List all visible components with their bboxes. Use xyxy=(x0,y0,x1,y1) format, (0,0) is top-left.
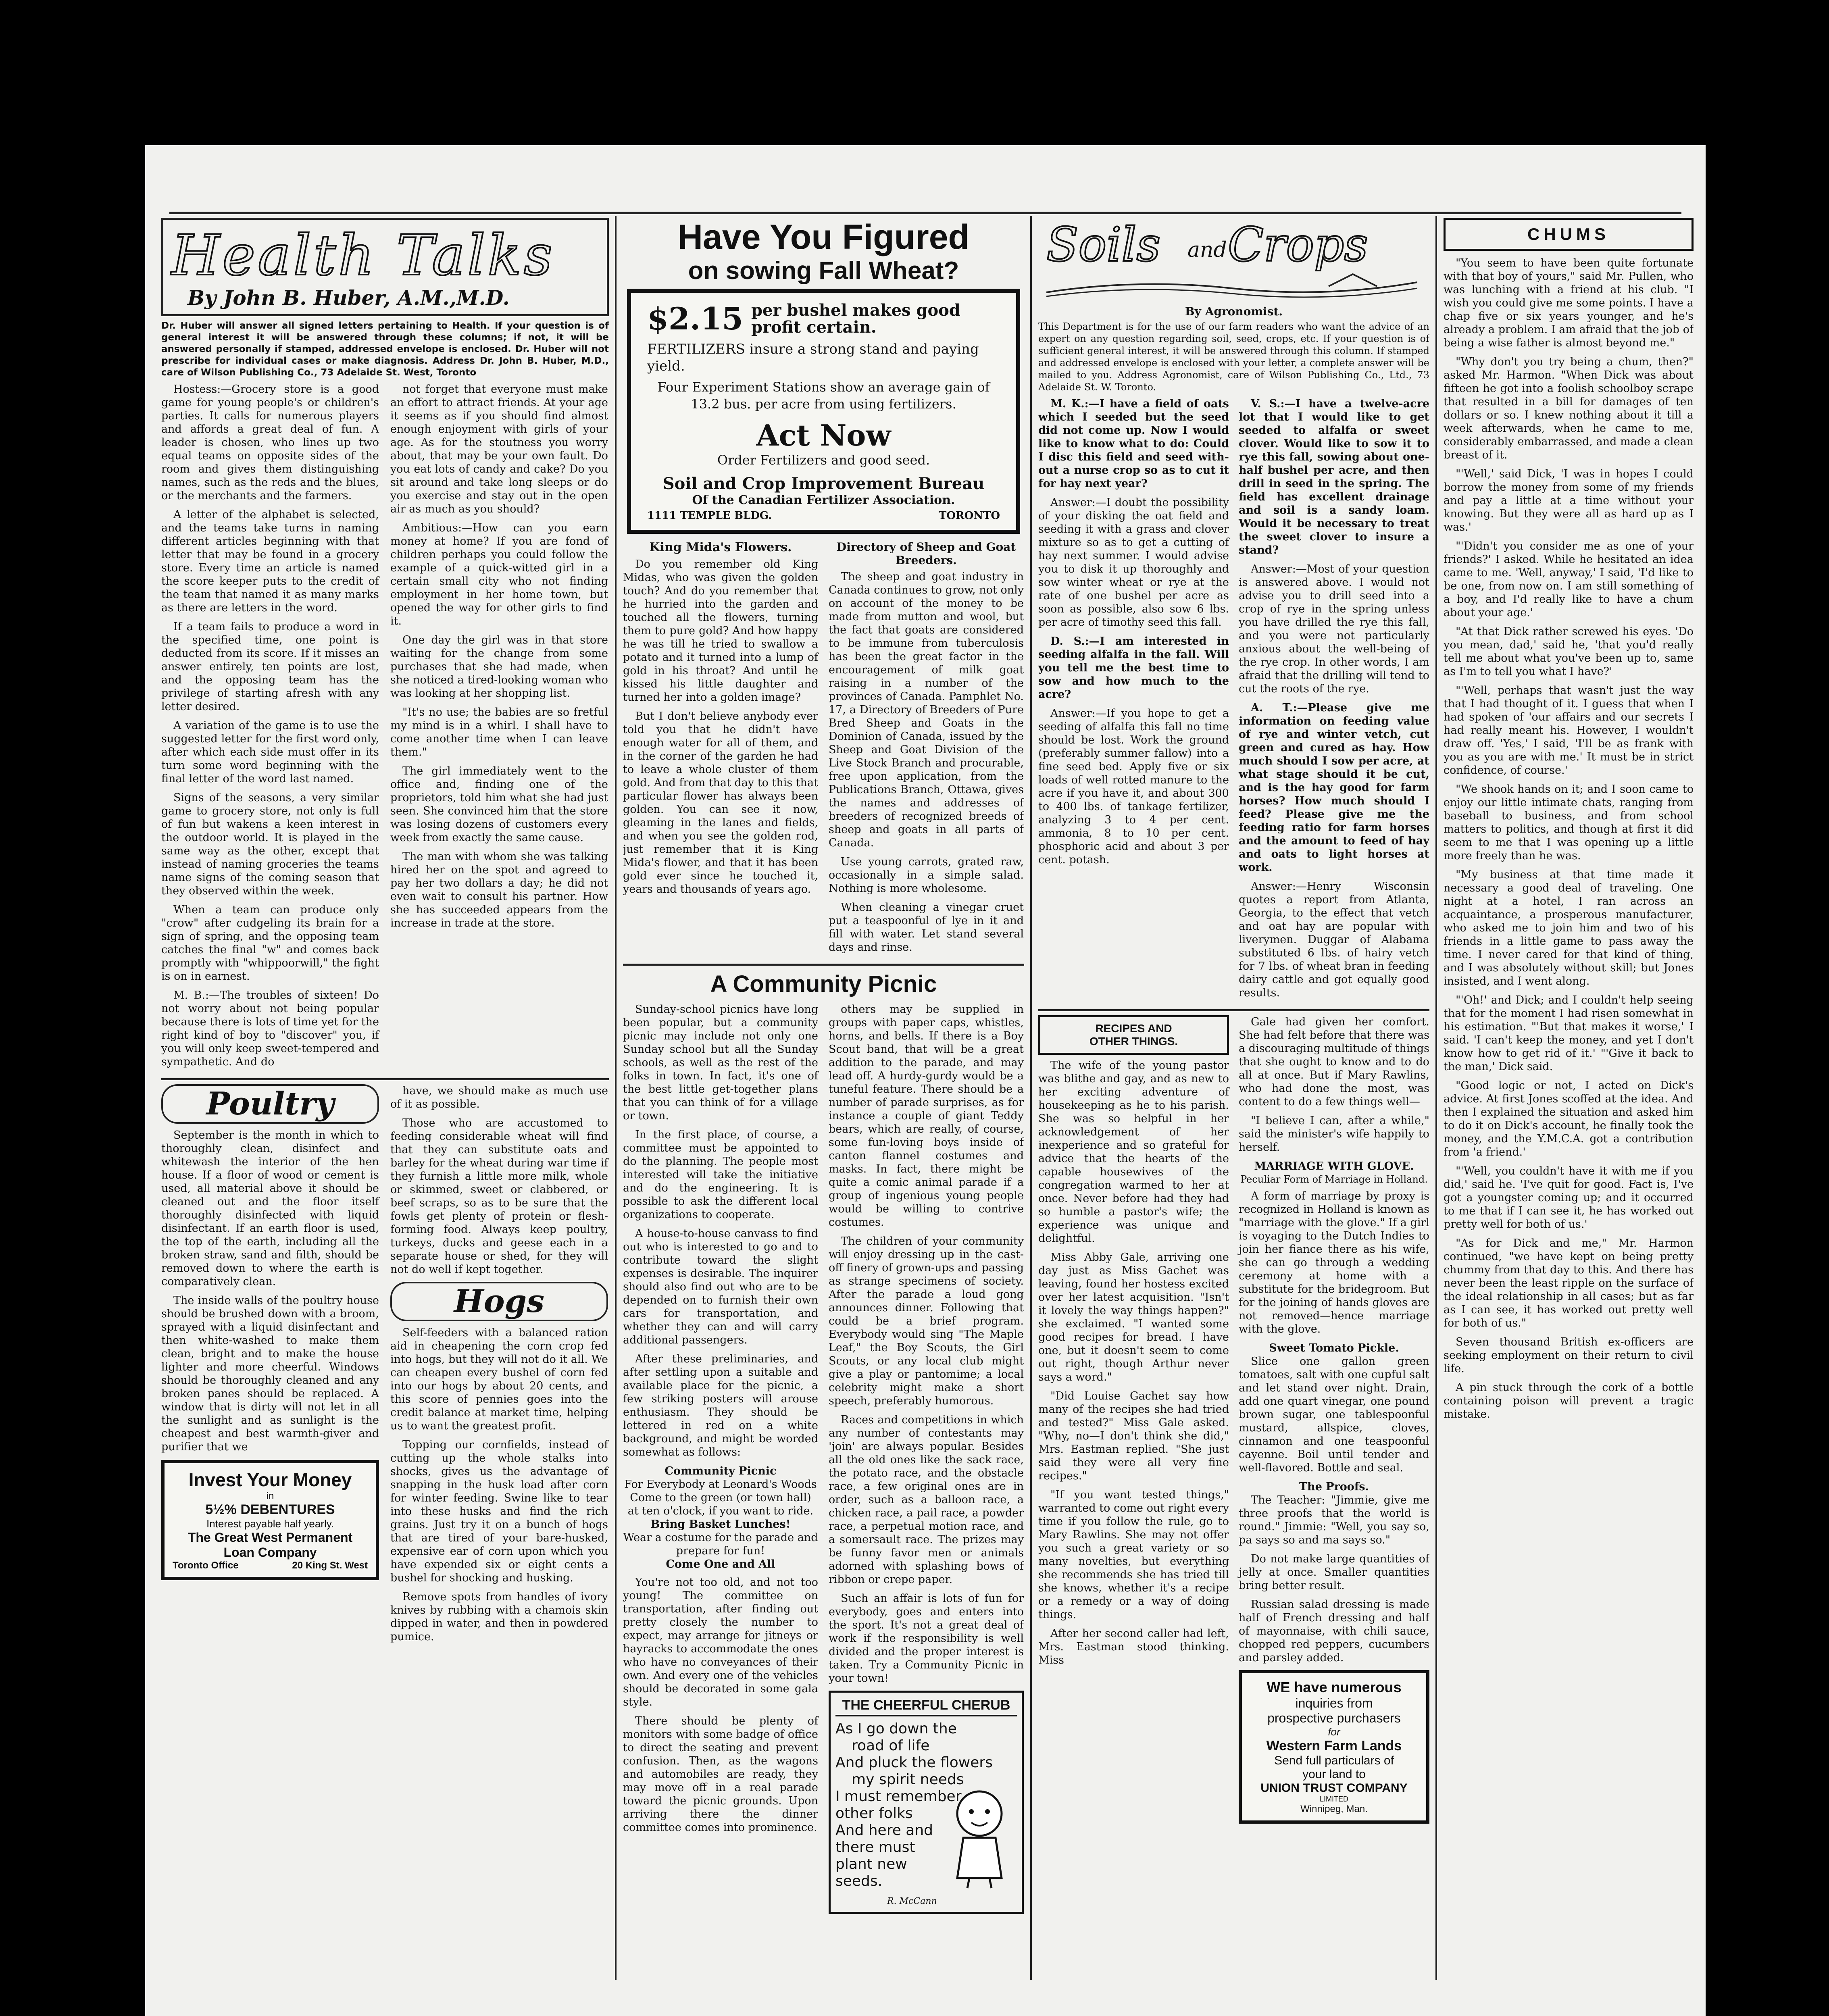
recipes-para: Miss Abby Gale, arriving one day just as Miss Gachet was leaving, found her hostess excited over her latest acquisition. "Isn't it lovely the way things happen?" she exclaimed. "I wanted some good recipes for bread. I have one, but it doesn't seem to come out right, though Arthur never says a word." xyxy=(1038,1251,1229,1383)
poultry-body xyxy=(161,1129,379,1454)
sheep-col xyxy=(829,540,1024,960)
chums-para: Seven thousand British ex-officers are seeking employment on their return to civil life. xyxy=(1444,1336,1694,1375)
wheat-ad-title: Have You Figured xyxy=(677,218,970,256)
newspaper-page xyxy=(145,145,1706,2016)
invest-ad-line: Loan Company xyxy=(223,1545,317,1560)
recipes-body xyxy=(1038,1059,1229,1667)
cheerful-cherub xyxy=(829,1691,1024,1914)
health-byline: By John B. Huber, A.M.,M.D. xyxy=(187,286,510,310)
farm-ad-line: for xyxy=(1328,1726,1340,1738)
recipes-para: "If you want tested things," warranted to come out right every time if you follow the rule, go to Mary Rawlins. She may not offer you such a great variety or so many novelties, but everything she recommends she has tried till she knows, whether it's a recipe or a remedy or a way of doing things. xyxy=(1038,1489,1229,1621)
health-para: Ambitious:—How can you earn money at home? If you are fond of children perhaps you could follow the example of a quick-witted girl in a certain small city who not finding employment in her home town, but opened the way for other girls to find it. xyxy=(390,522,608,627)
section-rule xyxy=(623,964,1024,966)
picnic-para: You're not too old, and not too young! The committee on transportation, after finding out pretty closely the number to expect, may arrange for jitneys or hayracks to accommodate the ones who have no conveyances of their own. And every one of the vehicles should be decorated in some gala style. xyxy=(623,1576,818,1708)
health-para: The man with whom she was talking hired her on the spot and agreed to pay her two dollars a day; he did not even wait to consult his partner. How she has succeeded appears from the increase in trade at the store. xyxy=(390,850,608,929)
picnic-para: others may be supplied in groups with paper caps, whistles, horns, and bells. If there is a Boy Scout band, that will be a great addition to the parade, and may lead off. A hurdy-gurdy would be a tuneful feature. There should be a number of parade surprises, as for instance a couple of giant Teddy bears, which are really, of course, some fun-loving boys inside of canton flannel costumes and masks. In fact, there might be quite a comic animal parade if a group of ingenious young people would be willing to contrive costumes. xyxy=(829,1003,1024,1229)
cherub-line: As I go down the xyxy=(835,1720,957,1737)
cherub-line: I must remember xyxy=(835,1788,962,1805)
hogs-body xyxy=(390,1326,608,1643)
chums-para: "Good logic or not, I acted on Dick's advice. At first Jones scoffed at the idea. And then I explained the situation and asked him to do it on Dick's account, he finally took the money, and the Y.M.C.A. got a contribution from 'a friend.' xyxy=(1444,1079,1694,1158)
health-col-b xyxy=(390,383,608,1074)
chums-para: "'Didn't you consider me as one of your friends?' I asked. While he hesitated an idea came to me. 'Well, anyway,' I said, 'I'd like to be one, from now on. I am still something of a boy, and I'd really like to have a chum about your age.' xyxy=(1444,540,1694,619)
recipes-title: OTHER THINGS. xyxy=(1089,1035,1178,1048)
picnic-para: The children of your community will enjoy dressing up in the cast-off finery of grown-ups and passing as strange specimens of society. After the parade a loud gong announces dinner. Following that could be a brief program. Everybody would sing "The Maple Leaf," the Boy Scouts, the Girl Scouts, or any local club might give a play or pantomime; a local celebrity might make a short speech, preferably humorous. xyxy=(829,1235,1024,1407)
poultry-para: The inside walls of the poultry house should be brushed down with a broom, sprayed with a liquid disinfectant and then white-washed to make them clean, bright and to make the house lighter and more cheerful. Windows should be thoroughly cleaned and any broken panes should be replaced. A window that is dirty will not let in all the sunlight and as sunlight is the cheapest and best warmth-giver and purifier that we xyxy=(161,1294,379,1453)
jelly-tip: Do not make large quantities of jelly at once. Smaller quantities bring better result. xyxy=(1239,1553,1429,1592)
cherub-line: road of life xyxy=(852,1737,930,1754)
wheat-ad-experiment: Four Experiment Stations show an average gain of 13.2 bus. per acre from using fertilizers. xyxy=(657,379,990,412)
wheat-ad-fertilizers: FERTILIZERS insure a strong stand and paying yield. xyxy=(647,341,979,374)
farm-ad-line: LIMITED xyxy=(1319,1795,1348,1803)
soils-question: A. T.:—Please give me information on feeding value of rye and winter vetch, cut green and cured as hay. How much should I sow per acre, at what stage should it be cut, and is the hay good for farm horses? How much should I feed? Please give me the feeding ratio for farm horses and the amount to feed of hay and oats to light horses at work. xyxy=(1239,702,1429,874)
picnic-col-a xyxy=(623,1003,818,1914)
plowed-field-illustration xyxy=(1046,270,1417,298)
sheep-body xyxy=(829,570,1024,954)
health-title: Health Talks xyxy=(171,223,555,288)
picnic-para: In the first place, of course, a committee must be appointed to do the planning. The people most interested will take the initiative and do the engineering. It is possible to ask the different local organizations to cooperate. xyxy=(623,1129,818,1221)
column-rule xyxy=(1030,216,1032,1980)
recipes-col-b xyxy=(1239,1015,1429,1824)
wheat-ad-addr-left: 1111 TEMPLE BLDG. xyxy=(647,510,772,522)
invest-ad[interactable] xyxy=(161,1460,379,1580)
poultry-title: Poultry xyxy=(161,1084,379,1124)
health-notice: Dr. Huber will answer all signed letters pertaining to Health. If your question is of general interest it will be answered through these columns; if not, it will be answered personally if stamped, addressed envelope is enclosed. Dr. Huber will not prescribe for individual cases or make diagnosis. Address Dr. John B. Huber, M.D., care of Wilson Publishing Co., 73 Adelaide St. West, Toronto xyxy=(161,321,609,378)
recipes-para: "Did Louise Gachet say how many of the recipes she had tried and tested?" Miss Gale asked. "Why, no—I don't think she did," Mrs. Eastman replied. "She just said they were all very fine recipes." xyxy=(1038,1390,1229,1482)
health-para: One day the girl was in that store waiting for the change from some purchases that she had made, when she noticed a tired-looking woman who was looking at her shopping list. xyxy=(390,634,608,700)
cherub-line: there must xyxy=(835,1839,915,1856)
marriage-title: MARRIAGE WITH GLOVE. xyxy=(1254,1160,1414,1173)
invest-ad-address: 20 King St. West xyxy=(292,1560,368,1571)
invest-ad-line: Interest payable half yearly. xyxy=(206,1518,334,1530)
health-column xyxy=(161,218,609,1984)
invest-ad-footer xyxy=(173,1560,368,1571)
russian-tip: Russian salad dressing is made half of French dressing and half of mayonnaise, with chili sauce, chopped red peppers, cucumbers and parsley added. xyxy=(1239,1598,1429,1664)
picnic-para: A house-to-house canvass to find out who is interested to go and to contribute toward the slight expenses is desirable. The inquirer should also find out who are to be depended on to furnish their own cars for transportation, and whether they can and will carry additional passengers. xyxy=(623,1227,818,1346)
picnic-poster-line: Come to the green (or town hall) at ten o'clock, if you want to ride. xyxy=(627,1491,814,1517)
cherub-line: other folks xyxy=(835,1805,913,1822)
picnic-col-b xyxy=(829,1003,1024,1914)
soils-question: D. S.:—I am interested in seeding alfalfa in the fall. Will you tell me the best time to sow and how much to the acre? xyxy=(1038,635,1229,701)
proofs-title: The Proofs. xyxy=(1299,1481,1369,1493)
wheat-ad-addr-right: TORONTO xyxy=(938,510,1000,522)
sheep-tip: Use young carrots, grated raw, occasionally in a simple salad. Nothing is more wholesome. xyxy=(829,856,1024,895)
middle-column xyxy=(623,218,1024,1984)
invest-ad-line: in xyxy=(266,1491,274,1502)
sheep-tip: When cleaning a vinegar cruet put a teaspoonful of lye in it and fill with water. Let stand several days and rinse. xyxy=(829,901,1024,954)
soils-title-word: and xyxy=(1187,238,1227,262)
column-rule xyxy=(1435,216,1437,1980)
farm-ad-line: WE have numerous xyxy=(1267,1679,1402,1695)
recipes-title: RECIPES AND xyxy=(1095,1022,1172,1035)
soils-answer: Answer:—I doubt the possibility of your disking the oat field and seeding it with a grass and clover mixture so as to get a cutting of hay next summer. I would advise you to disk it up thoroughly and sow winter wheat or rye at the rate of one bushel per acre as soon as possible, also sow 6 lbs. per acre of timothy seed this fall. xyxy=(1038,496,1229,629)
wheat-ad-bureau: Soil and Crop Improvement Bureau xyxy=(662,474,985,493)
picnic-poster-title: Community Picnic xyxy=(665,1465,777,1477)
farm-ad-line: prospective purchasers xyxy=(1267,1711,1401,1725)
invest-ad-title: Invest Your Money xyxy=(188,1469,352,1490)
picnic-poster-line: Wear a costume for the parade and prepare for fun! xyxy=(623,1531,818,1557)
poultry-para: Those who are accustomed to feeding considerable wheat will find that they can substitute oats and barley for the wheat during war time if they furnish a little more milk, whole or skimmed, sweet or clabbered, or beef scraps, so as to be sure that the fowls get plenty of protein or flesh-forming food. Always keep poultry, turkeys, ducks and geese each in a separate house or shed, for they will not do well if kept together. xyxy=(390,1117,608,1276)
midas-title: King Mida's Flowers. xyxy=(649,540,792,554)
soils-byline: By Agronomist. xyxy=(1185,305,1283,318)
recipes-col-a xyxy=(1038,1015,1229,1824)
chums-para: "At that Dick rather screwed his eyes. 'Do you mean, dad,' said he, 'that you'd really tell me about what you've been up to, same as I'm to tell you what I have?' xyxy=(1444,625,1694,678)
health-para: Hostess:—Grocery store is a good game for young people's or children's parties. It calls for numerous players and affords a great deal of fun. A leader is chosen, who lines up two equal teams on opposite sides of the room and gives them distinguishing names, such as the reds and the blues, or the merchants and the farmers. xyxy=(161,383,379,502)
picnic-body xyxy=(623,1003,1024,1914)
health-header xyxy=(161,218,609,316)
picnic-poster-line: Bring Basket Lunches! xyxy=(650,1518,791,1531)
soils-answer: Answer:—If you hope to get a seeding of alfalfa this fall no time should be lost. Work the ground (preferably summer fallow) into a fine seed bed. Apply five or six loads of well rotted manure to the acre if you have it, and about 300 to 400 lbs. of tankage fertilizer, analyzing 3 to 4 per cent. ammonia, 8 to 10 per cent. phosphoric acid and about 3 per cent. potash. xyxy=(1038,707,1229,866)
marriage-para: A form of marriage by proxy is recognized in Holland is known as "marriage with the glove." If a girl is voyaging to the Dutch Indies to join her fiance there as his wife, she can go through a wedding ceremony at home with a substitute for the bridegroom. But for the joining of hands gloves are not removed—hence marriage with the glove. xyxy=(1239,1190,1429,1335)
farm-ad-line: Send full particulars of xyxy=(1274,1754,1394,1767)
chums-title: CHUMS xyxy=(1444,218,1694,251)
hogs-para: Topping our cornfields, instead of cutting up the whole stalks into shocks, gives us the advantage of snapping in the husk load after corn for winter feeding. Swine like to tear into these husks and find the rich grains. Just try it on a bunch of hogs that are tired of your bare-husked, expensive ear of corn upon which you have expended six or eight cents a bushel for shocking and husking. xyxy=(390,1439,608,1584)
picnic-para: Such an affair is lots of fun for everybody, goes and enters into the sport. It's not a great deal of work if the responsibility is well divided and the proper interest is taken. Try a Community Picnic in your town! xyxy=(829,1592,1024,1685)
chums-para: "'Oh!' and Dick; and I couldn't help seeing that for the moment I had risen somewhat in his estimation. "'But that makes it worse,' I said. 'I can't keep the money, and yet I don't know how to get rid of it.' "'Give it back to the man,' Dick said. xyxy=(1444,994,1694,1073)
section-rule xyxy=(1038,1009,1429,1011)
cherub-signature: R. McCann xyxy=(887,1896,937,1906)
farm-ad-line: UNION TRUST COMPANY xyxy=(1260,1781,1408,1795)
farm-ad-line: Western Farm Lands xyxy=(1266,1738,1402,1754)
sheep-para: The sheep and goat industry in Canada continues to grow, not only on account of the money to be made from mutton and wool, but the fact that goats are considered to be immune from tuberculosis has been the great factor in the encouragement of milk goat raising in a number of the provinces of Canada. Pamphlet No. 17, a Directory of Breeders of Pure Bred Sheep and Goats in the Dominion of Canada, issued by the Sheep and Goat Division of the Live Stock Branch and procurable, free upon application, from the Publications Branch, Ottawa, gives the names and addresses of breeders of recognized breeds of sheep and goats in all parts of Canada. xyxy=(829,571,1024,849)
hogs-title: Hogs xyxy=(390,1282,608,1321)
chums-para: "You seem to have been quite fortunate with that boy of yours," said Mr. Pullen, who was lunching with a friend at his club. "I wish you could give me some points. I have a chap five or six years younger, and he's already a problem. I am afraid that the job of being a wise father is almost beyond me." xyxy=(1444,257,1694,349)
chums-para: "'Well, perhaps that wasn't just the way that I had thought of it. I guess that when I had spoken of 'our affairs and our secrets I had really meant his. However, I wouldn't draw off. 'Yes,' I said, 'I'll be as frank with you as you are with me.' It must be in strict confidence, of course.' xyxy=(1444,684,1694,777)
farm-ad-line: Winnipeg, Man. xyxy=(1300,1804,1368,1814)
midas-sheep xyxy=(623,540,1024,960)
midas-col xyxy=(623,540,818,960)
chums-para: "Why don't you try being a chum, then?" asked Mr. Harmon. "When Dick was about fifteen he got into a foolish schoolboy scrape that resulted in a bill for damages of ten dollars or so. I knew nothing about it till a week afterwards, when he came to me, considerably embarrassed, and made a clean breast of it. xyxy=(1444,356,1694,461)
chums-column xyxy=(1444,218,1694,1984)
health-body xyxy=(161,383,609,1074)
soils-question: V. S.:—I have a twelve-acre lot that I would like to get seeded to alfalfa or sweet clover. Would like to sow it to rye this fall, sowing about one-half bushel per acre, and then drill in seed in the spring. The field has excellent drainage and soil is a sandy loam. Would it be necessary to treat the sweet clover to insure a stand? xyxy=(1239,398,1429,556)
picnic-poster-line: For Everybody at Leonard's Woods xyxy=(624,1478,817,1491)
soils-notice: This Department is for the use of our farm readers who want the advice of an expert on any question regarding soil, seed, crops, etc. If your question is of sufficient general interest, it will be answered through this column. If stamped and addressed envelope is enclosed with your letter, a complete answer will be mailed to you. Address Agronomist, care of Wilson Publishing Co., Ltd., 73 Adelaide St. W. Toronto. xyxy=(1038,321,1429,393)
chums-para: "'Well, you couldn't have it with me if you did,' said he. 'I've quit for good. Fact is, I've got a youngster coming up; and it occurred to me that if I can see it, he has worked out pretty well for both of us.' xyxy=(1444,1165,1694,1231)
cherub-line: And pluck the flowers xyxy=(835,1754,993,1771)
hogs-para: Remove spots from handles of ivory knives by rubbing with a chamois skin dipped in water, and then in powdered pumice. xyxy=(390,1591,608,1643)
health-para: The girl immediately went to the office and, finding one of the proprietors, told him what she had just seen. She convinced him that the store was losing dozens of customers every week from exactly the same cause. xyxy=(390,765,608,844)
wheat-ad-order: Order Fertilizers and good seed. xyxy=(717,452,930,468)
wheat-ad-address xyxy=(647,510,1000,522)
cherub-line: And here and xyxy=(835,1822,933,1839)
chums-body xyxy=(1444,256,1694,1421)
proofs-para: The Teacher: "Jimmie, give me three proofs that the world is round." Jimmie: "Well, you say so, pa says so and ma says so." xyxy=(1239,1494,1429,1546)
poultry-body-cont xyxy=(390,1084,608,1276)
column-rule xyxy=(615,216,617,1980)
midas-para: But I don't believe anybody ever told you that he didn't have enough water for all of them, and in the corner of the garden he had to leave a whole cluster of them gold. And from that day to this that particular flower has always been golden. You can see it now, gleaming in the lanes and fields, and when you see the golden rod, just remember that it is King Mida's flower, and that it has been gold ever since he touched it, years and thousands of years ago. xyxy=(623,710,818,896)
picnic-col-b-text xyxy=(829,1003,1024,1685)
midas-body xyxy=(623,558,818,896)
health-para: M. B.:—The troubles of sixteen! Do not worry about not being popular because there is lots of time yet for the right kind of boy to "discover" you, if you will only keep sweet-tempered and sympathetic. And do xyxy=(161,989,379,1068)
recipes-para: Gale had given her comfort. She had felt before that there was a discouraging multitude of things that she ought to know and to do all at once. But if Mary Rawlins, who had done the most, was content to do a few things well— xyxy=(1239,1016,1429,1108)
recipes-para: After her second caller had left, Mrs. Eastman stood thinking. Miss xyxy=(1038,1627,1229,1666)
tomato-title: Sweet Tomato Pickle. xyxy=(1269,1342,1399,1354)
hogs-col xyxy=(390,1084,608,1649)
soils-answer: Answer:—Most of your question is answered above. I would not advise you to drill seed into a crop of rye in the spring unless you have drilled the rye this fall, and you were not particularly anxious about the well-being of the rye crop. In other words, I am afraid that the drilling will tend to cut the roots of the rye. xyxy=(1239,563,1429,695)
recipes-section xyxy=(1038,1015,1429,1824)
wheat-ad-price: $2.15 xyxy=(647,301,743,337)
cherub-line: seeds. xyxy=(835,1873,883,1889)
recipes-para: "I believe I can, after a while," said the minister's wife happily to herself. xyxy=(1239,1114,1429,1154)
wheat-ad-association: Of the Canadian Fertilizer Association. xyxy=(692,493,955,507)
sheep-title: Directory of Sheep and Goat Breeders. xyxy=(836,540,1016,567)
chums-para: A pin stuck through the cork of a bottle containing poison will prevent a tragic mistake. xyxy=(1444,1381,1694,1420)
midas-para: Do you remember old King Midas, who was given the golden touch? And do you remember that he hurried into the garden and touched all the flowers, turning them to pure gold? And how happy he was till he tried to swallow a potato and it turned into a lump of gold in his throat? And until he kissed his little daughter and turned her into a golden image? xyxy=(623,558,818,704)
cherub-title: THE CHEERFUL CHERUB xyxy=(835,1697,1017,1716)
soils-title-word: Crops xyxy=(1228,218,1368,272)
soils-answer: Answer:—Henry Wisconsin quotes a report from Atlanta, Georgia, to the effect that vetch and oat hay are popular with liverymen. Duggar of Alabama substituted 6 lbs. of hairy vetch for 7 lbs. of wheat bran in feeding dairy cattle and got equally good results. xyxy=(1239,880,1429,999)
tomato-para: Slice one gallon green tomatoes, salt with one cupful salt and let stand over night. Drain, add one quart vinegar, one pound brown sugar, one tablespoonful mustard, allspice, cloves, cinnamon and one teaspoonful cayenne. Boil until tender and well-flavored. Bottle and seal. xyxy=(1239,1355,1429,1474)
farm-ad-line: your land to xyxy=(1302,1768,1366,1781)
farm-ad-line: inquiries from xyxy=(1295,1696,1373,1710)
wheat-ad[interactable] xyxy=(627,289,1020,534)
picnic-poster xyxy=(623,1464,818,1571)
picnic-poster-line: Come One and All xyxy=(666,1558,775,1570)
soils-title-word: Soils xyxy=(1046,218,1161,272)
picnic-para: Races and competitions in which any number of contestants may 'join' are always popular. Besides all the old ones like the sack race, the potato race, and the obstacle race, a few original ones are in order, such as a balloon race, a chicken race, a pail race, a powder race, a perpetual motion race, and a somersault race. The prizes may be funny favor men or animals adorned with splashing bows of ribbon or crepe paper. xyxy=(829,1414,1024,1586)
invest-ad-office: Toronto Office xyxy=(173,1560,239,1571)
poultry-para: September is the month in which to thoroughly clean, disinfect and whitewash the interior of the hen house. If a floor of wood or cement is used, all material above it should be cleaned out and the floor itself thoroughly disinfected with liquid disinfectant. If an earth floor is used, the top of the earth, including all the broken straw, sand and filth, should be removed down to where the earth is comparatively clean. xyxy=(161,1129,379,1288)
soils-body xyxy=(1038,397,1429,1005)
recipes-para: The wife of the young pastor was blithe and gay, and as new to her exciting adventure of housekeeping as he to his parish. She was so helpful in her acknowledgement of her inexperience and so grateful for advice that the hearts of the capable housewives of the congregation warmed to her at once. Never before had they had so humble a pastor's wife; the experience was unique and delightful. xyxy=(1038,1059,1229,1245)
chums-para: "We shook hands on it; and I soon came to enjoy our little intimate chats, ranging from baseball to business, and from school matters to politics, and though at first it did seem to me that I was opening up a little more freely than he was. xyxy=(1444,783,1694,862)
soils-column xyxy=(1038,218,1429,1984)
recipes-header xyxy=(1038,1015,1229,1055)
marriage-subtitle: Peculiar Form of Marriage in Holland. xyxy=(1240,1174,1428,1185)
wheat-ad-price-row xyxy=(647,301,1000,337)
health-col-a xyxy=(161,383,379,1074)
wheat-ad-act-now: Act Now xyxy=(756,418,891,452)
wheat-ad-subtitle: on sowing Fall Wheat? xyxy=(688,257,959,285)
recipes-col-b-text xyxy=(1239,1015,1429,1664)
picnic-title: A Community Picnic xyxy=(710,971,937,997)
health-para: If a team fails to produce a word in the specified time, one point is deducted from its score. If it misses an answer entirely, ten points are lost, and the opposing team has the privilege of starting afresh with any letter desired. xyxy=(161,621,379,713)
soils-question: M. K.:—I have a field of oats which I seeded but the seed did not come up. Now I would like to know what to do: Could I disc this field and seed with-out a nurse crop so as to cut it for hay next year? xyxy=(1038,398,1229,490)
top-rule xyxy=(169,212,1681,214)
soils-col-b xyxy=(1239,397,1429,1005)
health-para: A variation of the game is to use the suggested letter for the first word only, after which each side must offer in its turn some word beginning with the final letter of the word last named. xyxy=(161,719,379,785)
invest-ad-line: 5½% DEBENTURES xyxy=(205,1502,335,1517)
soils-header xyxy=(1038,218,1429,302)
soils-col-a xyxy=(1038,397,1229,1005)
poultry-hogs xyxy=(161,1084,609,1649)
health-para: Signs of the seasons, a very similar game to grocery store, not only is full of fun but wakens a keen interest in the outdoor world. It is played in the same way as the other, except that instead of naming groceries the teams name signs of the coming season that they observed within the week. xyxy=(161,791,379,897)
health-para: When a team can produce only "crow" after cudgeling its brain for a sign of spring, and the opposing team catches the final "w" and comes back promptly with "whippoorwill," the fight is on in earnest. xyxy=(161,904,379,983)
poultry-col xyxy=(161,1084,379,1649)
picnic-para: After these preliminaries, and after settling upon a suitable and available place for the picnic, a few striking posters will arouse enthusiasm. They should be lettered in red on a white background, and might be worded somewhat as follows: xyxy=(623,1353,818,1458)
section-rule xyxy=(161,1078,609,1080)
health-para: A letter of the alphabet is selected, and the teams take turns in naming different articles beginning with that letter that may be found in a grocery store. Every time an article is named the score keeper puts to the credit of the team that named it as many marks as there are letters in the word. xyxy=(161,508,379,614)
cherub-line: plant new xyxy=(835,1856,907,1872)
chums-para: "'Well,' said Dick, 'I was in hopes I could borrow the money from some of my friends and pay a little at a time without your knowing. But they were all as hard up as I was.' xyxy=(1444,468,1694,533)
health-para: "It's no use; the babies are so fretful my mind is in a whirl. I shall have to come another time when I can leave them." xyxy=(390,706,608,758)
picnic-para: Sunday-school picnics have long been popular, but a community picnic may include not only one Sunday school but all the Sunday schools, as well as the rest of the folks in town. In fact, it's one of the best little get-together plans that you can think of for a village or town. xyxy=(623,1003,818,1122)
health-para: have, we should make as much use of it as possible. xyxy=(390,1085,608,1110)
picnic-para: There should be plenty of monitors with some badge of office to direct the seating and prevent confusion. Then, as the wagons and automobiles are ready, they may move off in a real parade toward the picnic grounds. Upon arriving there the dinner committee comes into prominence. xyxy=(623,1715,818,1834)
hogs-para: Self-feeders with a balanced ration aid in cheapening the corn crop fed into hogs, but they will not do it all. We can cheapen every bushel of corn fed into our hogs by about 20 cents, and this score of pennies goes into the credit balance at market time, helping us to want the greatest profit. xyxy=(390,1327,608,1432)
wheat-ad-price-text: per bushel makes good profit certain. xyxy=(751,300,960,337)
invest-ad-line: The Great West Permanent xyxy=(187,1530,353,1545)
health-para: not forget that everyone must make an effort to attract friends. At your age it seems as if you should find almost enough enjoyment with girls of your age. As for the stoutness you worry about, that may be your own fault. Do you eat lots of candy and cake? Do you sit around and take long sleeps or do you exercise and stay out in the open air as much as you should? xyxy=(390,383,608,515)
cherub-illustration xyxy=(945,1785,1014,1890)
chums-para: "As for Dick and me," Mr. Harmon continued, "we have kept on being pretty chummy from that day to this. And there has never been the least ripple on the surface of the ideal relationship in all cases; but as far as I can see, it has worked out pretty well for both of us." xyxy=(1444,1237,1694,1329)
farm-lands-ad[interactable] xyxy=(1239,1670,1429,1824)
cherub-line: my spirit needs xyxy=(852,1771,964,1788)
chums-para: "My business at that time made it necessary a good deal of traveling. One night at a hotel, I ran across an acquaintance, a prosperous manufacturer, who asked me to join him and two of his friends in a little game to pass away the time. I never cared for that kind of thing, and I was absolutely without skill; but Jones insisted, and I went along. xyxy=(1444,868,1694,987)
